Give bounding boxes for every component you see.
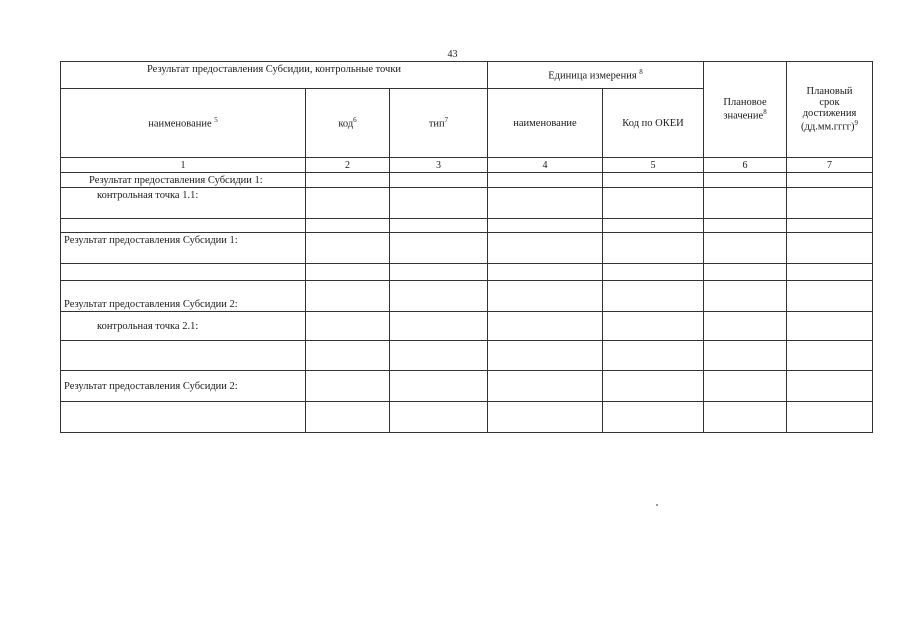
cell (704, 173, 787, 188)
cell (306, 312, 390, 341)
cell (603, 371, 704, 402)
header-plan-term-line1: Плановый (806, 86, 853, 98)
header-type-label: тип (428, 118, 445, 130)
cell (390, 312, 488, 341)
column-number: 4 (488, 158, 603, 173)
column-number: 1 (61, 158, 306, 173)
header-result-group (61, 62, 488, 89)
table-row (61, 371, 873, 402)
table-row (61, 312, 873, 341)
cell (787, 402, 873, 433)
cell (787, 173, 873, 188)
cell (390, 173, 488, 188)
row-label: контрольная точка 1.1: (61, 188, 306, 219)
header-plan-term-line2: срок (819, 97, 840, 109)
page-number: 43 (447, 49, 458, 60)
header-plan-term (787, 62, 873, 158)
table-row (61, 233, 873, 264)
cell (704, 402, 787, 433)
column-number: 5 (603, 158, 704, 173)
header-group-row (61, 62, 873, 89)
cell (603, 312, 704, 341)
header-plan-term-line3: достижения (802, 108, 857, 120)
header-unit-okei (603, 89, 704, 158)
cell (306, 233, 390, 264)
row-label: Результат предоставления Субсидии 2: (61, 371, 306, 402)
cell (61, 341, 306, 371)
cell (704, 341, 787, 371)
cell (704, 371, 787, 402)
cell (787, 281, 873, 312)
scan-speck (656, 504, 658, 506)
column-number: 6 (704, 158, 787, 173)
header-unit-okei-label: Код по ОКЕИ (622, 117, 684, 129)
cell (488, 312, 603, 341)
cell (488, 219, 603, 233)
table-row (61, 402, 873, 433)
cell (306, 281, 390, 312)
cell (306, 219, 390, 233)
cell (61, 402, 306, 433)
header-plan-value-line2: значение (723, 110, 764, 122)
table-row (61, 173, 873, 188)
header-plan-value (704, 62, 787, 158)
cell (488, 233, 603, 264)
cell (603, 281, 704, 312)
cell (603, 341, 704, 371)
cell (488, 188, 603, 219)
table-row (61, 219, 873, 233)
header-unit-name-label: наименование (513, 117, 577, 129)
cell (787, 312, 873, 341)
column-number: 7 (787, 158, 873, 173)
header-plan-term-line4: (дд.мм.гггг) (801, 121, 855, 133)
subsidy-results-table (60, 61, 873, 433)
cell (603, 188, 704, 219)
cell (306, 264, 390, 281)
cell (306, 188, 390, 219)
cell (603, 402, 704, 433)
cell (704, 264, 787, 281)
header-name (61, 89, 306, 158)
header-unit-name (488, 89, 603, 158)
header-code (306, 89, 390, 158)
row-label: Результат предоставления Субсидии 2: (61, 281, 306, 312)
header-plan-value-line1: Плановое (723, 97, 767, 109)
cell (488, 402, 603, 433)
cell (787, 264, 873, 281)
cell (488, 264, 603, 281)
cell (390, 233, 488, 264)
footnote-ref: 6 (353, 116, 357, 125)
table-row (61, 264, 873, 281)
cell (61, 219, 306, 233)
cell (306, 402, 390, 433)
cell (704, 188, 787, 219)
footnote-ref: 8 (639, 68, 643, 77)
cell (306, 341, 390, 371)
row-label: Результат предоставления Субсидии 1: (61, 233, 306, 264)
cell (390, 402, 488, 433)
header-type (390, 89, 488, 158)
table-row (61, 281, 873, 312)
cell (603, 264, 704, 281)
cell (704, 281, 787, 312)
cell (488, 173, 603, 188)
cell (787, 188, 873, 219)
cell (704, 233, 787, 264)
cell (390, 264, 488, 281)
cell (488, 371, 603, 402)
cell (603, 219, 704, 233)
cell (787, 371, 873, 402)
footnote-ref: 9 (854, 119, 858, 128)
cell (390, 281, 488, 312)
footnote-ref: 8 (763, 108, 767, 117)
cell (787, 341, 873, 371)
cell (390, 188, 488, 219)
cell (390, 219, 488, 233)
cell (787, 219, 873, 233)
header-result-group-label: Результат предоставления Субсидии, контрольные точки (146, 64, 402, 75)
cell (488, 281, 603, 312)
header-code-label: код (338, 118, 354, 130)
cell (306, 371, 390, 402)
header-name-label: наименование (148, 118, 212, 130)
table-row (61, 188, 873, 219)
cell (61, 264, 306, 281)
footnote-ref: 7 (444, 116, 449, 125)
row-label: контрольная точка 2.1: (61, 312, 306, 341)
cell (306, 173, 390, 188)
column-number: 3 (390, 158, 488, 173)
header-unit-group-label: Единица измерения (548, 70, 637, 82)
cell (704, 219, 787, 233)
column-numbers-row (61, 158, 873, 173)
cell (390, 341, 488, 371)
cell (390, 371, 488, 402)
footnote-ref: 5 (214, 116, 218, 125)
cell (603, 233, 704, 264)
column-number: 2 (306, 158, 390, 173)
cell (704, 312, 787, 341)
header-unit-group (488, 62, 704, 89)
cell (488, 341, 603, 371)
cell (603, 173, 704, 188)
row-label: Результат предоставления Субсидии 1: (61, 173, 306, 188)
cell (787, 233, 873, 264)
table-row (61, 341, 873, 371)
